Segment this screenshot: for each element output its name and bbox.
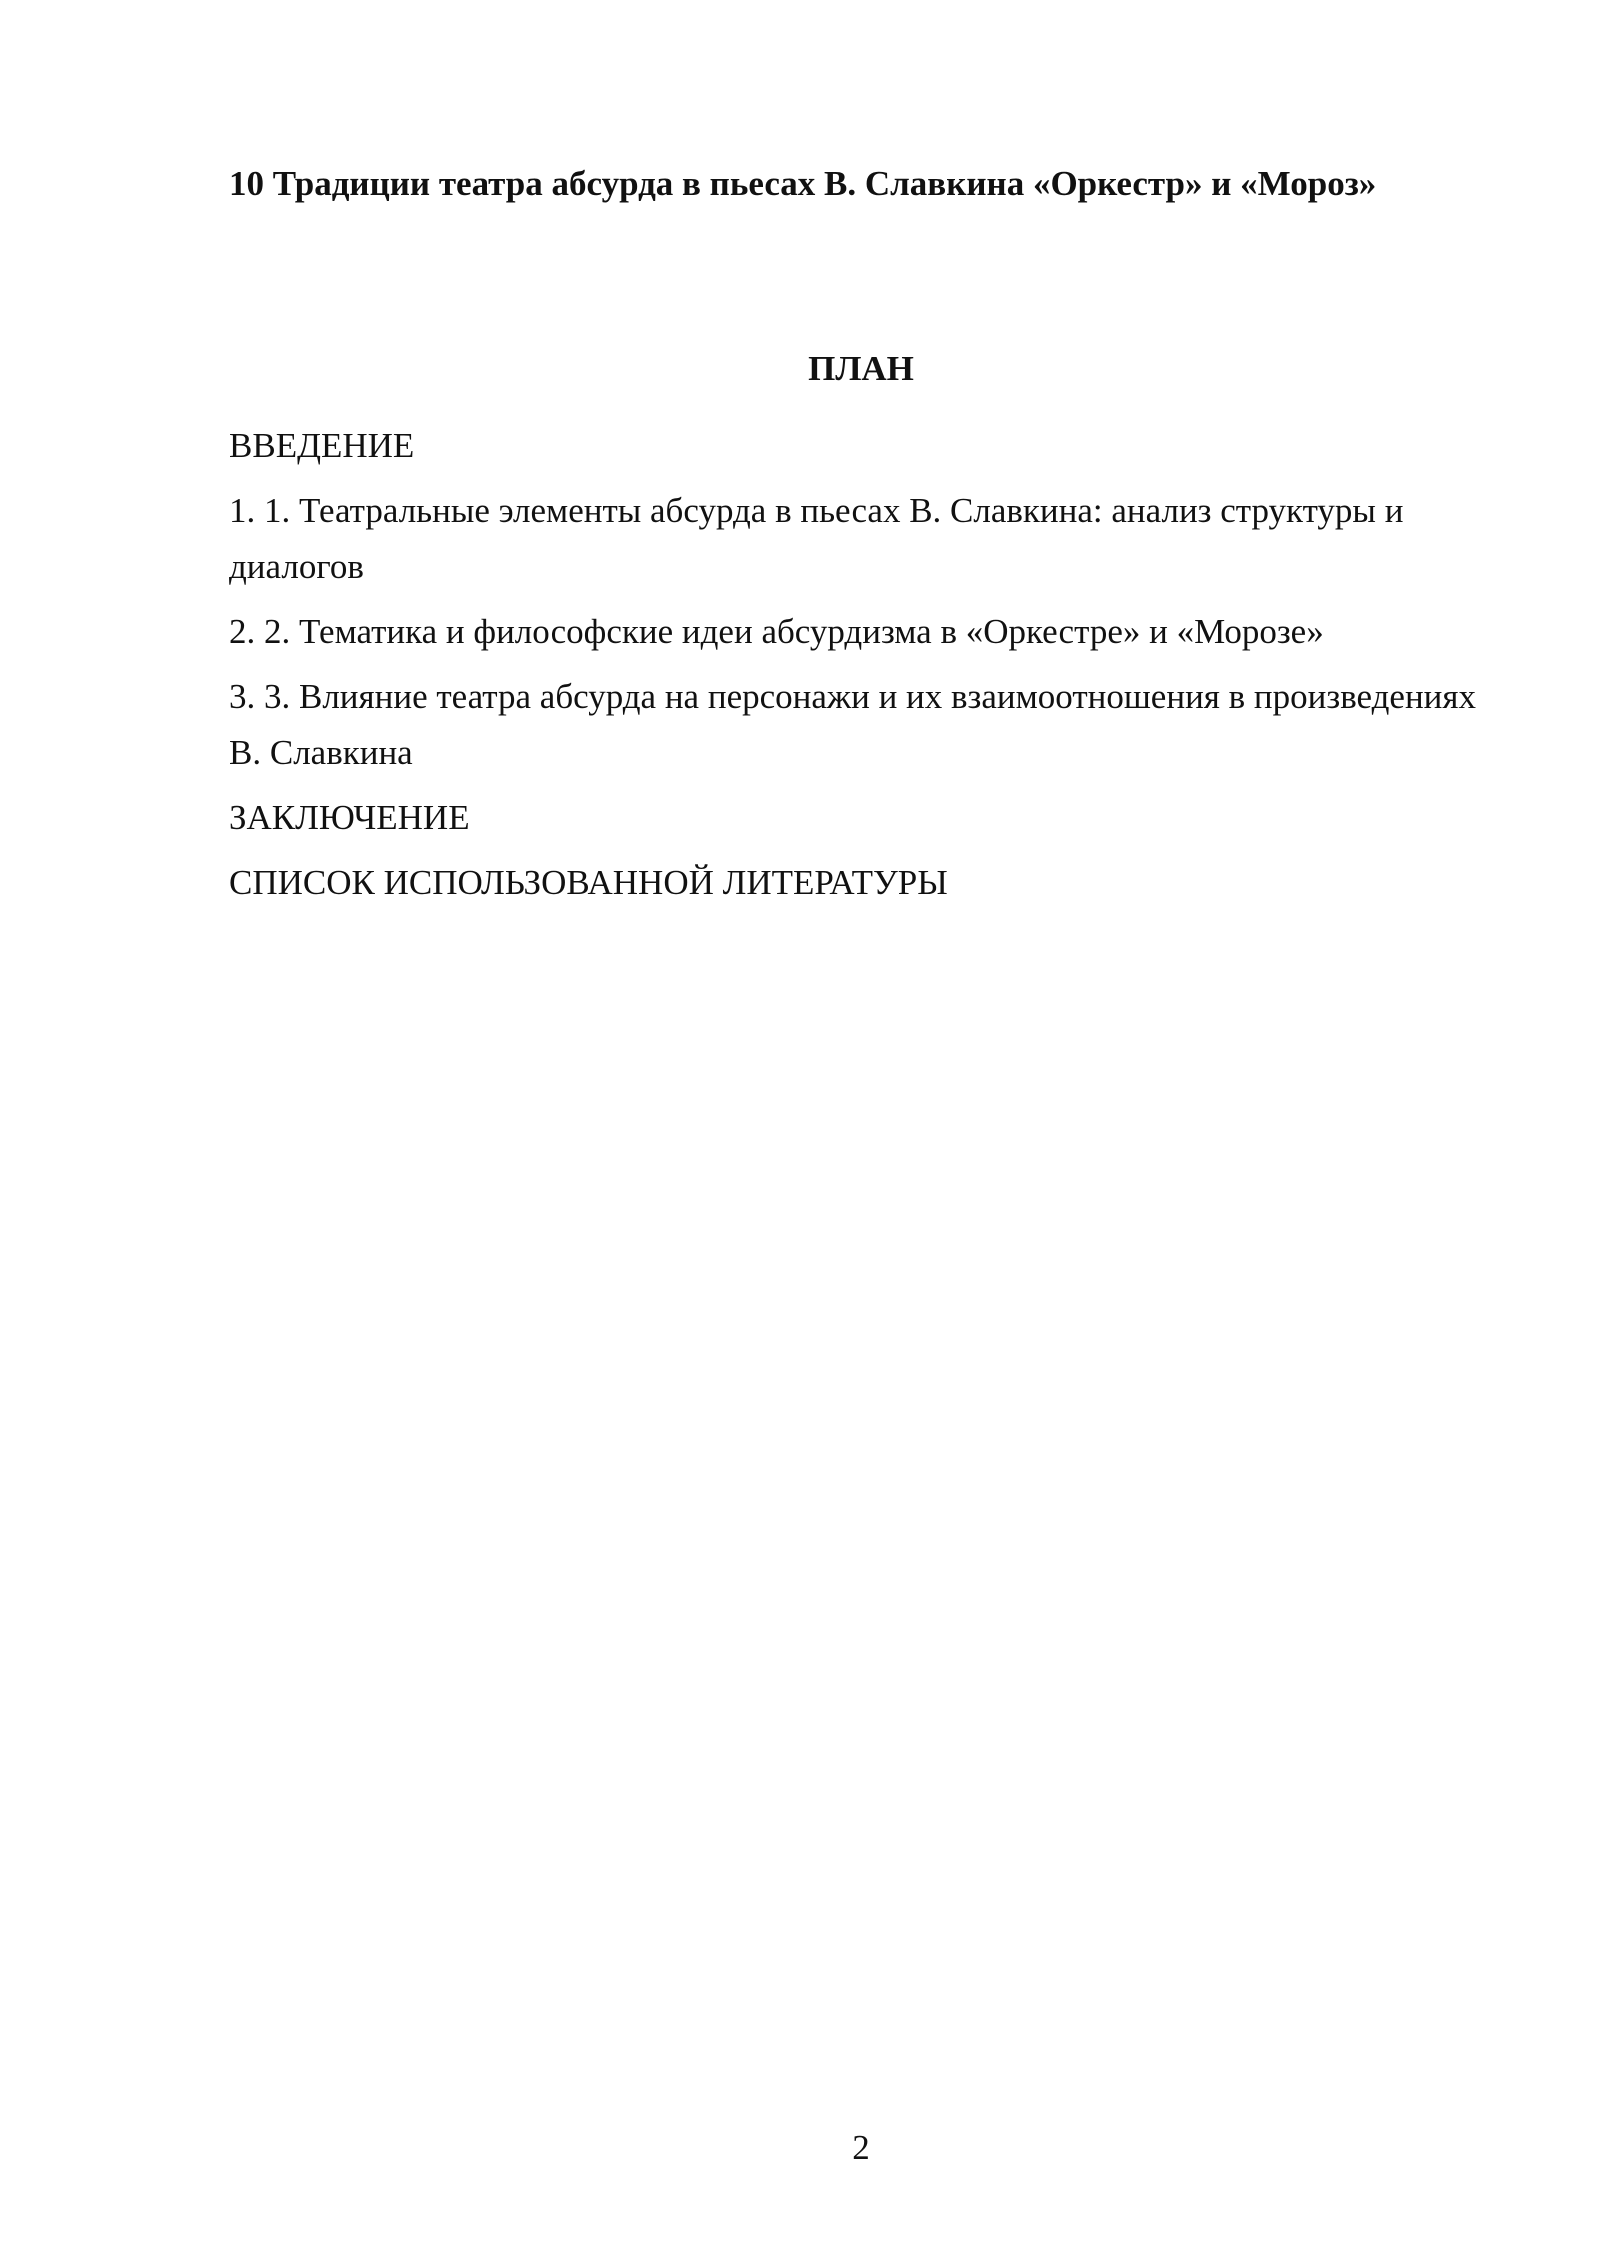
table-of-contents [229, 418, 1489, 920]
toc-item-chapter-3: 3. 3. Влияние театра абсурда на персонажи и их взаимоотношения в произведениях В. Славкина [229, 677, 1477, 772]
toc-item-chapter-2: 2. 2. Тематика и философские идеи абсурдизма в «Оркестре» и «Морозе» [229, 612, 1324, 651]
toc-item-introduction: ВВЕДЕНИЕ [229, 426, 415, 465]
toc-item-bibliography: СПИСОК ИСПОЛЬЗОВАННОЙ ЛИТЕРАТУРЫ [229, 863, 948, 902]
document-title: 10 Традиции театра абсурда в пьесах В. Славкина «Оркестр» и «Мороз» [229, 164, 1377, 203]
toc-item-chapter-1: 1. 1. Театральные элементы абсурда в пьесах В. Славкина: анализ структуры и диалогов [229, 491, 1404, 586]
page-number: 2 [852, 2128, 870, 2167]
toc-item-conclusion: ЗАКЛЮЧЕНИЕ [229, 798, 470, 837]
plan-heading: ПЛАН [808, 349, 914, 388]
